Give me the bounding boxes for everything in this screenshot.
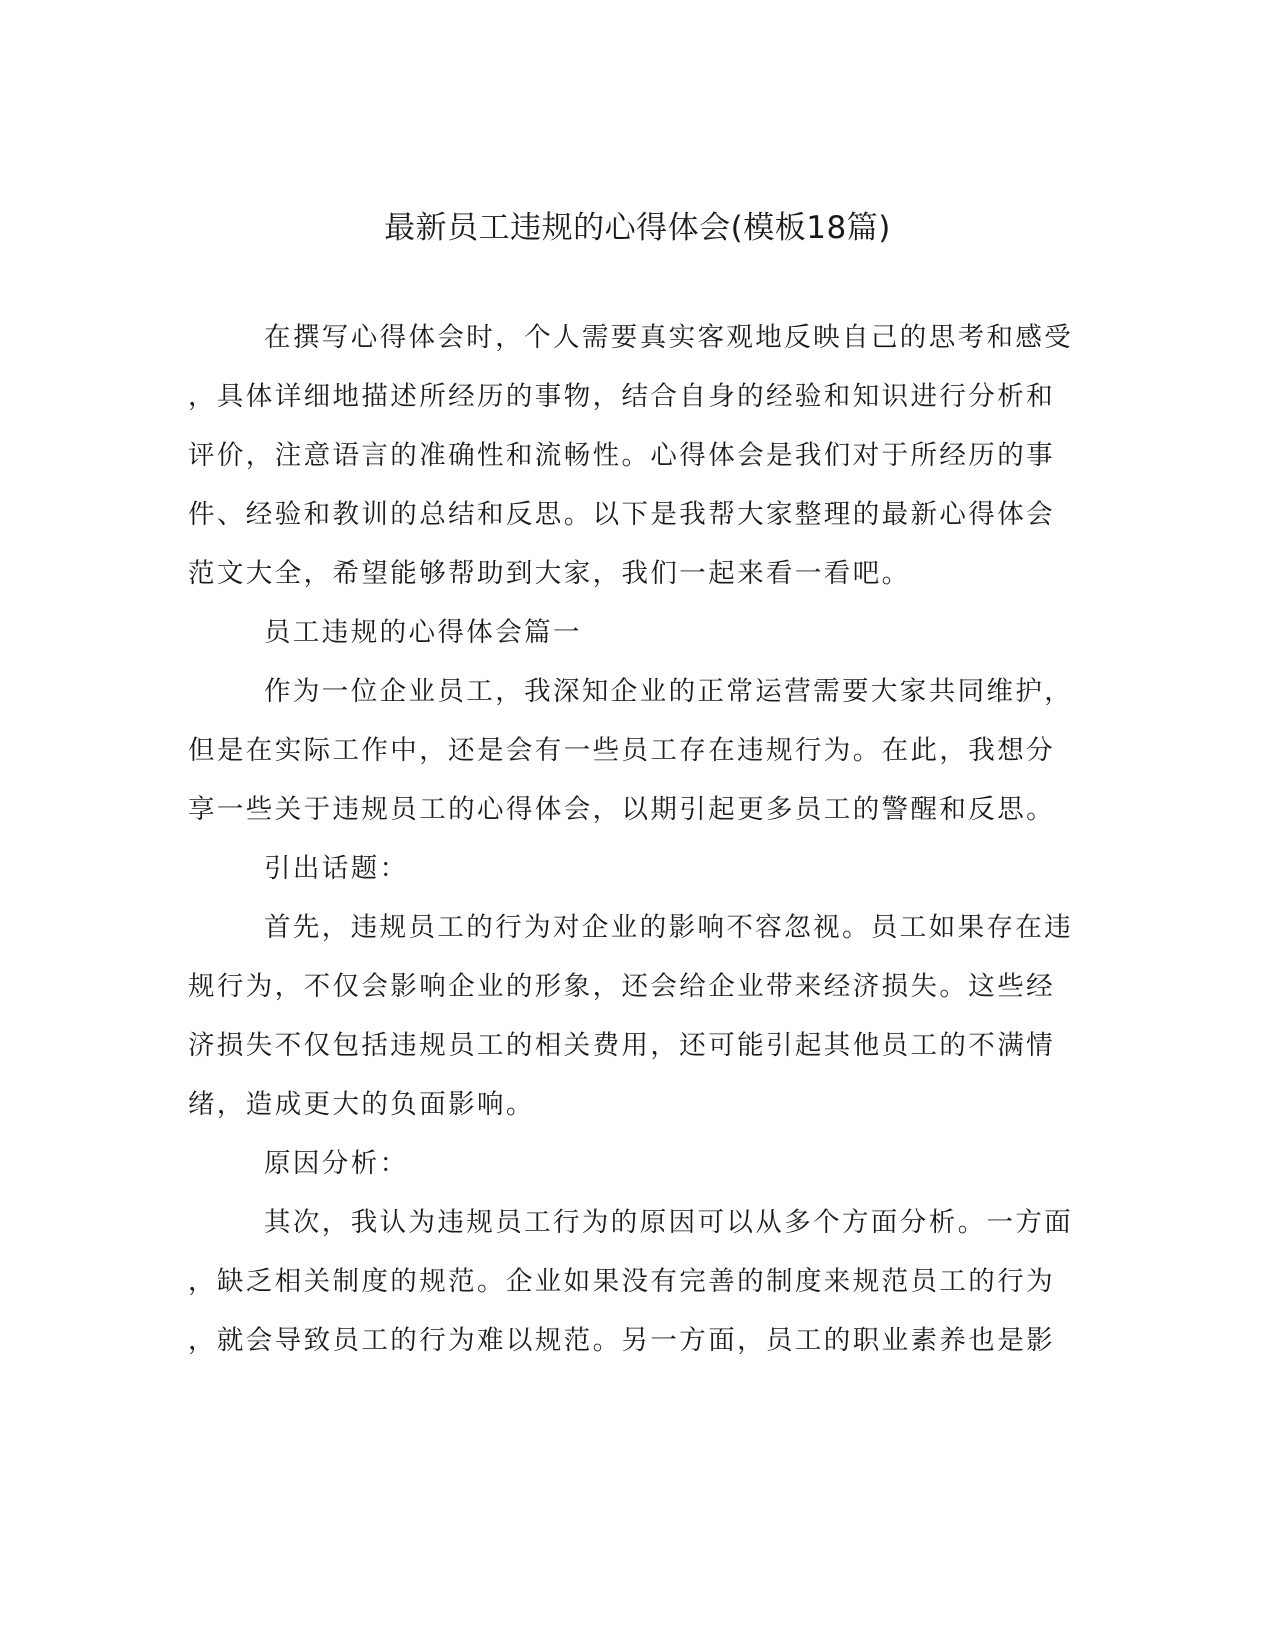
paragraph-line: 评价，注意语言的准确性和流畅性。心得体会是我们对于所经历的事: [188, 440, 1055, 471]
paragraph-line: ，缺乏相关制度的规范。企业如果没有完善的制度来规范员工的行为: [188, 1266, 1055, 1297]
paragraph-line: 济损失不仅包括违规员工的相关费用，还可能引起其他员工的不满情: [188, 1030, 1055, 1061]
paragraph-line: 范文大全，希望能够帮助到大家，我们一起来看一看吧。: [188, 558, 911, 589]
paragraph-line: 首先，违规员工的行为对企业的影响不容忽视。员工如果存在违: [264, 912, 1074, 943]
paragraph-line: 规行为，不仅会影响企业的形象，还会给企业带来经济损失。这些经: [188, 971, 1055, 1002]
paragraph-line: ，就会导致员工的行为难以规范。另一方面，员工的职业素养也是影: [188, 1325, 1055, 1356]
paragraph-line: 绪，造成更大的负面影响。: [188, 1089, 535, 1120]
section-heading: 员工违规的心得体会篇一: [264, 617, 582, 648]
paragraph-line: ，具体详细地描述所经历的事物，结合自身的经验和知识进行分析和: [188, 381, 1055, 412]
document-title: 最新员工违规的心得体会(模板18篇): [384, 210, 891, 246]
paragraph-line: 但是在实际工作中，还是会有一些员工存在违规行为。在此，我想分: [188, 735, 1055, 766]
subheading: 原因分析：: [264, 1148, 409, 1179]
paragraph-line: 作为一位企业员工，我深知企业的正常运营需要大家共同维护，: [264, 676, 1074, 707]
paragraph-line: 其次，我认为违规员工行为的原因可以从多个方面分析。一方面: [264, 1207, 1074, 1238]
paragraph-line: 件、经验和教训的总结和反思。以下是我帮大家整理的最新心得体会: [188, 499, 1055, 530]
paragraph-line: 享一些关于违规员工的心得体会，以期引起更多员工的警醒和反思。: [188, 794, 1055, 825]
paragraph-line: 在撰写心得体会时，个人需要真实客观地反映自己的思考和感受: [264, 322, 1074, 353]
subheading: 引出话题：: [264, 853, 409, 884]
